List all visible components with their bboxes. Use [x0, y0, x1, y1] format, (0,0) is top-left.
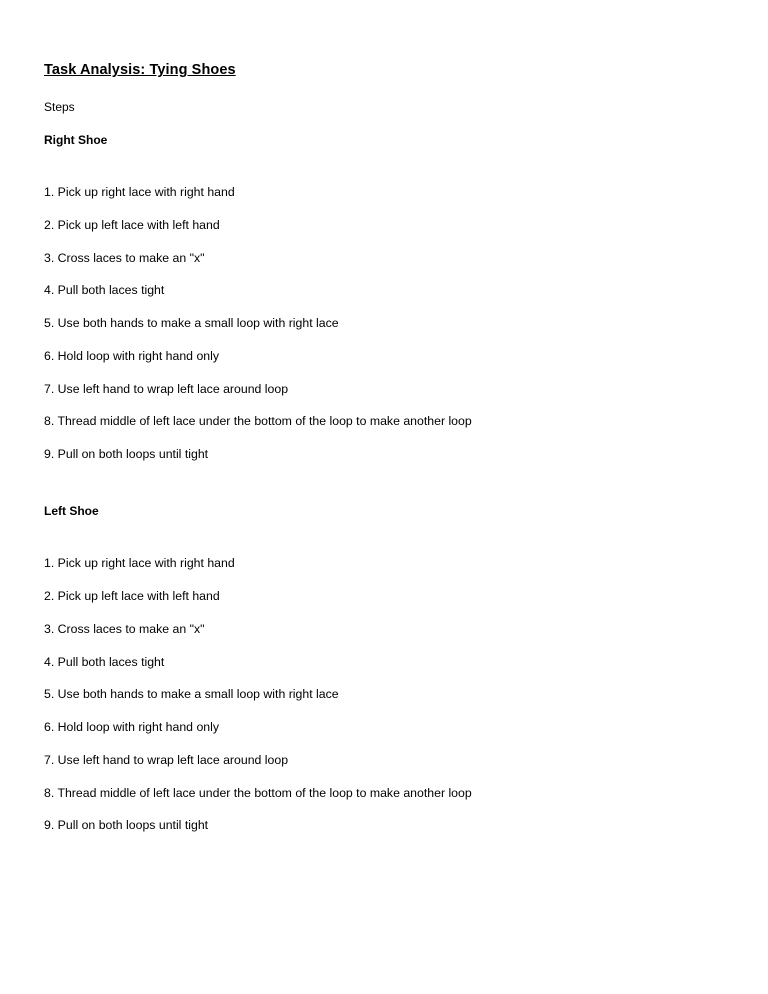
list-item: 7. Use left hand to wrap left lace around loop	[44, 752, 289, 767]
list-item: 6. Hold loop with right hand only	[44, 348, 219, 363]
list-item: 1. Pick up right lace with right hand	[44, 556, 235, 571]
steps-list-left-shoe	[44, 556, 712, 833]
section-heading-left-shoe: Left Shoe	[44, 503, 99, 518]
list-item: 8. Thread middle of left lace under the bottom of the loop to make another loop	[44, 785, 472, 800]
page-title: Task Analysis: Tying Shoes	[44, 62, 236, 78]
list-item: 2. Pick up left lace with left hand	[44, 217, 220, 232]
section-heading-right-shoe: Right Shoe	[44, 132, 108, 147]
list-item: 7. Use left hand to wrap left lace around loop	[44, 381, 289, 396]
list-item: 6. Hold loop with right hand only	[44, 720, 219, 735]
list-item: 3. Cross laces to make an "x"	[44, 250, 205, 265]
list-item: 4. Pull both laces tight	[44, 283, 165, 298]
list-item: 3. Cross laces to make an "x"	[44, 621, 205, 636]
steps-list-right-shoe	[44, 185, 712, 462]
document-subtitle: Steps	[44, 100, 75, 115]
list-item: 5. Use both hands to make a small loop with right lace	[44, 316, 339, 331]
list-item: 2. Pick up left lace with left hand	[44, 589, 220, 604]
list-item: 9. Pull on both loops until tight	[44, 818, 209, 833]
list-item: 5. Use both hands to make a small loop with right lace	[44, 687, 339, 702]
list-item: 8. Thread middle of left lace under the bottom of the loop to make another loop	[44, 414, 472, 429]
list-item: 9. Pull on both loops until tight	[44, 447, 209, 462]
list-item: 4. Pull both laces tight	[44, 654, 165, 669]
list-item: 1. Pick up right lace with right hand	[44, 185, 235, 200]
